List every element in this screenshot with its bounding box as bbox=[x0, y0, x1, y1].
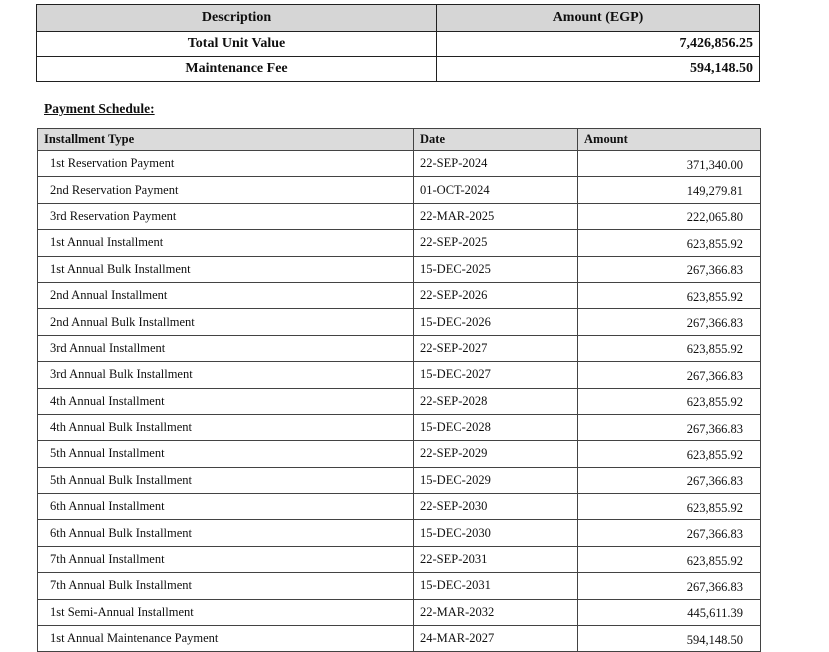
table-row bbox=[38, 546, 761, 572]
amount-cell: 594,148.50 bbox=[578, 626, 761, 652]
table-row bbox=[38, 388, 761, 414]
table-row bbox=[38, 494, 761, 520]
table-row bbox=[38, 467, 761, 493]
schedule-body bbox=[38, 151, 761, 652]
installment-type-cell: 7th Annual Installment bbox=[38, 546, 414, 572]
amount-cell: 267,366.83 bbox=[578, 414, 761, 440]
table-row bbox=[38, 151, 761, 177]
installment-type-cell: 2nd Reservation Payment bbox=[38, 177, 414, 203]
amount-header: Amount bbox=[578, 129, 761, 151]
installment-type-cell: 2nd Annual Installment bbox=[38, 282, 414, 308]
amount-cell: 623,855.92 bbox=[578, 230, 761, 256]
description-header: Description bbox=[37, 5, 437, 32]
amount-cell: 623,855.92 bbox=[578, 335, 761, 361]
table-row bbox=[38, 256, 761, 282]
date-cell: 15-DEC-2026 bbox=[414, 309, 578, 335]
date-cell: 22-SEP-2024 bbox=[414, 151, 578, 177]
amount-cell: 445,611.39 bbox=[578, 599, 761, 625]
amount-cell: 222,065.80 bbox=[578, 203, 761, 229]
date-cell: 24-MAR-2027 bbox=[414, 626, 578, 652]
table-row bbox=[38, 520, 761, 546]
date-cell: 15-DEC-2027 bbox=[414, 362, 578, 388]
table-row bbox=[38, 309, 761, 335]
amount-cell: 267,366.83 bbox=[578, 309, 761, 335]
installment-type-cell: 5th Annual Installment bbox=[38, 441, 414, 467]
total-unit-value-label: Total Unit Value bbox=[37, 32, 437, 57]
installment-type-cell: 1st Reservation Payment bbox=[38, 151, 414, 177]
summary-row-total-unit-value bbox=[37, 32, 760, 57]
installment-type-cell: 2nd Annual Bulk Installment bbox=[38, 309, 414, 335]
table-row bbox=[38, 335, 761, 361]
installment-type-cell: 3rd Annual Bulk Installment bbox=[38, 362, 414, 388]
table-row bbox=[38, 573, 761, 599]
total-unit-value-amount: 7,426,856.25 bbox=[437, 32, 760, 57]
table-row bbox=[38, 282, 761, 308]
date-cell: 22-SEP-2026 bbox=[414, 282, 578, 308]
table-row bbox=[38, 599, 761, 625]
amount-cell: 623,855.92 bbox=[578, 282, 761, 308]
date-cell: 15-DEC-2025 bbox=[414, 256, 578, 282]
date-cell: 22-MAR-2032 bbox=[414, 599, 578, 625]
date-cell: 15-DEC-2031 bbox=[414, 573, 578, 599]
summary-header-row bbox=[37, 5, 760, 32]
summary-row-maintenance-fee bbox=[37, 57, 760, 82]
table-row bbox=[38, 441, 761, 467]
installment-type-cell: 1st Semi-Annual Installment bbox=[38, 599, 414, 625]
installment-type-cell: 3rd Reservation Payment bbox=[38, 203, 414, 229]
table-row bbox=[38, 230, 761, 256]
date-cell: 15-DEC-2029 bbox=[414, 467, 578, 493]
schedule-header-row bbox=[38, 129, 761, 151]
date-cell: 22-SEP-2030 bbox=[414, 494, 578, 520]
installment-type-cell: 1st Annual Bulk Installment bbox=[38, 256, 414, 282]
installment-type-cell: 1st Annual Installment bbox=[38, 230, 414, 256]
amount-cell: 623,855.92 bbox=[578, 441, 761, 467]
installment-type-cell: 6th Annual Bulk Installment bbox=[38, 520, 414, 546]
date-cell: 22-SEP-2027 bbox=[414, 335, 578, 361]
amount-cell: 267,366.83 bbox=[578, 256, 761, 282]
date-cell: 15-DEC-2030 bbox=[414, 520, 578, 546]
installment-type-cell: 6th Annual Installment bbox=[38, 494, 414, 520]
amount-cell: 267,366.83 bbox=[578, 520, 761, 546]
installment-type-cell: 4th Annual Bulk Installment bbox=[38, 414, 414, 440]
table-row bbox=[38, 414, 761, 440]
date-header: Date bbox=[414, 129, 578, 151]
installment-type-cell: 5th Annual Bulk Installment bbox=[38, 467, 414, 493]
amount-cell: 267,366.83 bbox=[578, 362, 761, 388]
amount-cell: 267,366.83 bbox=[578, 467, 761, 493]
date-cell: 15-DEC-2028 bbox=[414, 414, 578, 440]
payment-schedule-table bbox=[37, 128, 761, 652]
summary-table bbox=[36, 4, 760, 82]
amount-cell: 267,366.83 bbox=[578, 573, 761, 599]
installment-type-cell: 7th Annual Bulk Installment bbox=[38, 573, 414, 599]
amount-cell: 623,855.92 bbox=[578, 494, 761, 520]
date-cell: 22-SEP-2028 bbox=[414, 388, 578, 414]
date-cell: 22-SEP-2029 bbox=[414, 441, 578, 467]
installment-type-cell: 1st Annual Maintenance Payment bbox=[38, 626, 414, 652]
installment-type-header: Installment Type bbox=[38, 129, 414, 151]
maintenance-fee-amount: 594,148.50 bbox=[437, 57, 760, 82]
table-row bbox=[38, 203, 761, 229]
payment-schedule-title: Payment Schedule: bbox=[44, 101, 155, 116]
amount-cell: 623,855.92 bbox=[578, 388, 761, 414]
table-row bbox=[38, 177, 761, 203]
date-cell: 22-SEP-2031 bbox=[414, 546, 578, 572]
installment-type-cell: 3rd Annual Installment bbox=[38, 335, 414, 361]
date-cell: 01-OCT-2024 bbox=[414, 177, 578, 203]
amount-cell: 149,279.81 bbox=[578, 177, 761, 203]
amount-cell: 371,340.00 bbox=[578, 151, 761, 177]
maintenance-fee-label: Maintenance Fee bbox=[37, 57, 437, 82]
table-row bbox=[38, 626, 761, 652]
amount-cell: 623,855.92 bbox=[578, 546, 761, 572]
installment-type-cell: 4th Annual Installment bbox=[38, 388, 414, 414]
date-cell: 22-SEP-2025 bbox=[414, 230, 578, 256]
table-row bbox=[38, 362, 761, 388]
date-cell: 22-MAR-2025 bbox=[414, 203, 578, 229]
amount-egp-header: Amount (EGP) bbox=[437, 5, 760, 32]
